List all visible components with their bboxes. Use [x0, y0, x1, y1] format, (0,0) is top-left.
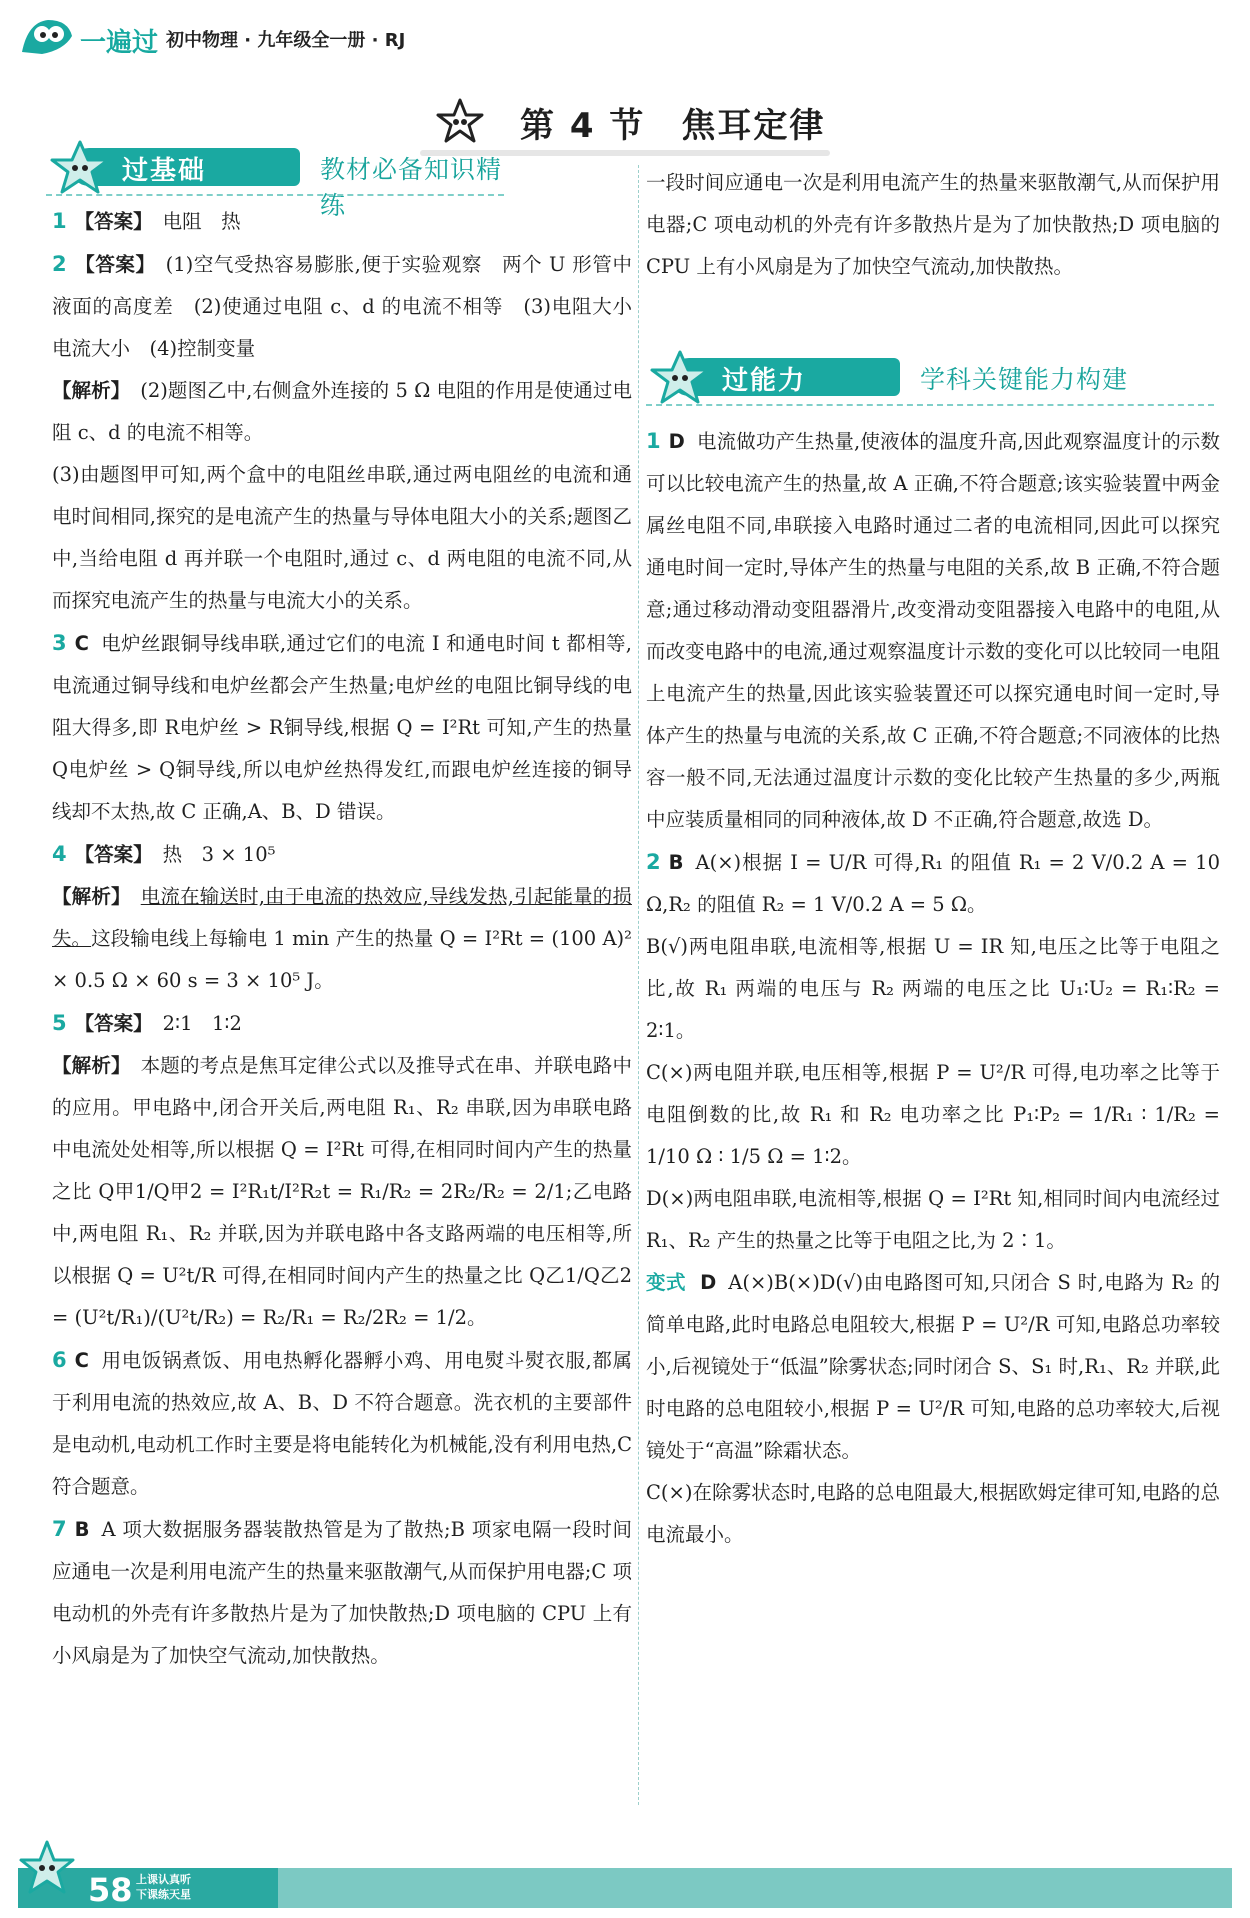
brand-mascot-icon [18, 16, 76, 56]
answer-item: 7 B A 项大数据服务器装散热管是为了散热;B 项家电隔一段时间应通电一次是利用电流产生的热量来驱散潮气,从而保护用电器;C 项电动机的外壳有许多散热片是为了加快散热;D 项电脑的 CPU 上有小风扇是为了加快空气流动,加快散热。 [52, 1517, 632, 1667]
page-header [18, 16, 1232, 58]
right-column-continuation [646, 162, 1220, 288]
analysis-item: B(√)两电阻串联,电流相等,根据 U = IR 知,电压之比等于电阻之比,故 R₁ 两端的电压与 R₂ 两端的电压之比 U₁∶U₂ = R₁∶R₂ = 2∶1。 [646, 935, 1220, 1042]
analysis-item: D(×)两电阻串联,电流相等,根据 Q = I²Rt 知,相同时间内电流经过 R₁、R₂ 产生的热量之比等于电阻之比,为 2∶1。 [646, 1187, 1220, 1252]
basic-section-subtitle: 教材必备知识精练 [320, 155, 503, 220]
column-divider [638, 165, 639, 1805]
section-rule [646, 404, 1214, 406]
page-number: 58 [88, 1871, 133, 1909]
section-title: 第 4 节 焦耳定律 [520, 106, 826, 146]
brand-name: 一遍过 [80, 28, 159, 58]
slogan-line: 下课练天星 [136, 1888, 191, 1901]
right-column [646, 420, 1220, 1556]
book-meta: 初中物理 · 九年级全一册 · RJ [166, 30, 406, 51]
analysis-item: 【解析】 (2)题图乙中,右侧盒外连接的 5 Ω 电阻的作用是使通过电阻 c、d 的电流不相等。 [52, 379, 632, 444]
footer-mascot-icon [18, 1840, 76, 1900]
variant-item: 变式 D A(×)B(×)D(√)由电路图可知,只闭合 S 时,电路为 R₂ 的简单电路,此时电路总电阻较大,根据 P = U²/R 可知,电路总功率较小,后视镜处于“低温”除雾状态;同时闭合 S、S₁ 时,R₁、R₂ 并联,此时电路的总电阻较小,根据 P = U²/R 可知,电路的总功率较大,后视镜处于“高温”除霜状态。 [646, 1271, 1220, 1462]
left-column [52, 200, 652, 1677]
mascot-icon [646, 350, 716, 406]
basic-section-label: 过基础 [122, 156, 207, 186]
analysis-item: (3)由题图甲可知,两个盒中的电阻丝串联,通过两电阻丝的电流和通电时间相同,探究的是电流产生的热量与导体电阻大小的关系;题图乙中,当给电阻 d 再并联一个电阻时,通过 c、d 两电阻的电流不同,从而探究电流产生的热量与电流大小的关系。 [52, 463, 632, 612]
answer-item: 4 【答案】 热 3 × 10⁵ [52, 842, 276, 866]
analysis-item: C(×)在除雾状态时,电路的总电阻最大,根据欧姆定律可知,电路的总电流最小。 [646, 1481, 1220, 1546]
basic-section-bar [40, 142, 510, 220]
ability-section-label: 过能力 [722, 366, 807, 396]
continuation-text: 一段时间应通电一次是利用电流产生的热量来驱散潮气,从而保护用电器;C 项电动机的外壳有许多散热片是为了加快散热;D 项电脑的 CPU 上有小风扇是为了加快空气流动,加快散热。 [646, 171, 1220, 278]
analysis-item: 【解析】 本题的考点是焦耳定律公式以及推导式在串、并联电路中的应用。甲电路中,闭合开关后,两电阻 R₁、R₂ 串联,因为串联电路中电流处处相等,所以根据 Q = I²Rt 可得,在相同时间内产生的热量之比 Q甲1/Q甲2 = I²R₁t/I²R₂t = R₁/R₂ = 2R₂/R₂ = 2/1;乙电路中,两电阻 R₁、R₂ 并联,因为并联电路中各支路两端的电压相等,所以根据 Q = U²t/R 可得,在相同时间内产生的热量之比 Q乙1/Q乙2 = (U²t/R₁)/(U²t/R₂) = R₂/R₁ = R₂/2R₂ = 1/2。 [52, 1054, 632, 1329]
answer-item: 3 C 电炉丝跟铜导线串联,通过它们的电流 I 和通电时间 t 都相等,电流通过铜导线和电炉丝都会产生热量;电炉丝的电阻比铜导线的电阻大得多,即 R电炉丝 > R铜导线,根据 Q = I²Rt 可知,产生的热量 Q电炉丝 > Q铜导线,所以电炉丝热得发红,而跟电炉丝连接的铜导线却不太热,故 C 正确,A、B、D 错误。 [52, 631, 632, 823]
analysis-item: C(×)两电阻并联,电压相等,根据 P = U²/R 可得,电功率之比等于电阻倒数的比,故 R₁ 和 R₂ 电功率之比 P₁∶P₂ = 1/R₁ ∶ 1/R₂ = 1/10 Ω ∶ 1/5 Ω = 1∶2。 [646, 1061, 1220, 1168]
answer-item: 5 【答案】 2∶1 1∶2 [52, 1011, 242, 1035]
answer-item: 1 D 电流做功产生热量,使液体的温度升高,因此观察温度计的示数可以比较电流产生的热量,故 A 正确,不符合题意;该实验装置中两金属丝电阻不同,串联接入电路时通过二者的电流相同,因此可以探究通电时间一定时,导体产生的热量与电阻的关系,故 B 正确,不符合题意;通过移动滑动变阻器滑片,改变滑动变阻器接入电路中的电阻,从而改变电路中的电流,通过观察温度计示数的变化可以比较同一电阻上电流产生的热量,因此该实验装置还可以探究通电时间一定时,导体产生的热量与电流的关系,故 C 正确,不符合题意;不同液体的比热容一般不同,无法通过温度计示数的变化比较产生热量的多少,两瓶中应装质量相同的同种液体,故 D 不正确,符合题意,故选 D。 [646, 429, 1220, 831]
star-badge-icon [436, 98, 484, 144]
slogan-line: 上课认真听 [136, 1873, 191, 1886]
section-rule [46, 194, 504, 196]
mascot-icon [46, 140, 116, 196]
analysis-item: 【解析】 电流在输送时,由于电流的热效应,导线发热,引起能量的损失。这段输电线上每输电 1 min 产生的热量 Q = I²Rt = (100 A)² × 0.5 Ω × 60 s = 3 × 10⁵ J。 [52, 885, 632, 992]
footer-slogan [136, 1872, 191, 1902]
answer-item: 2 【答案】 (1)空气受热容易膨胀,便于实验观察 两个 U 形管中液面的高度差 (2)使通过电阻 c、d 的电流不相等 (3)电阻大小 电流大小 (4)控制变量 [52, 252, 652, 360]
answer-item: 2 B A(×)根据 I = U/R 可得,R₁ 的阻值 R₁ = 2 V/0.2 A = 10 Ω,R₂ 的阻值 R₂ = 1 V/0.2 A = 5 Ω。 [646, 850, 1220, 916]
answer-item: 6 C 用电饭锅煮饭、用电热孵化器孵小鸡、用电熨斗熨衣服,都属于利用电流的热效应,故 A、B、D 不符合题意。洗衣机的主要部件是电动机,电动机工作时主要是将电能转化为机械能,没有利用电热,C 符合题意。 [52, 1348, 632, 1498]
footer-bar [18, 1868, 1232, 1908]
answer-item: 1 【答案】 电阻 热 [52, 209, 241, 233]
ability-section-subtitle: 学科关键能力构建 [920, 365, 1129, 394]
ability-section-bar [640, 352, 1220, 408]
